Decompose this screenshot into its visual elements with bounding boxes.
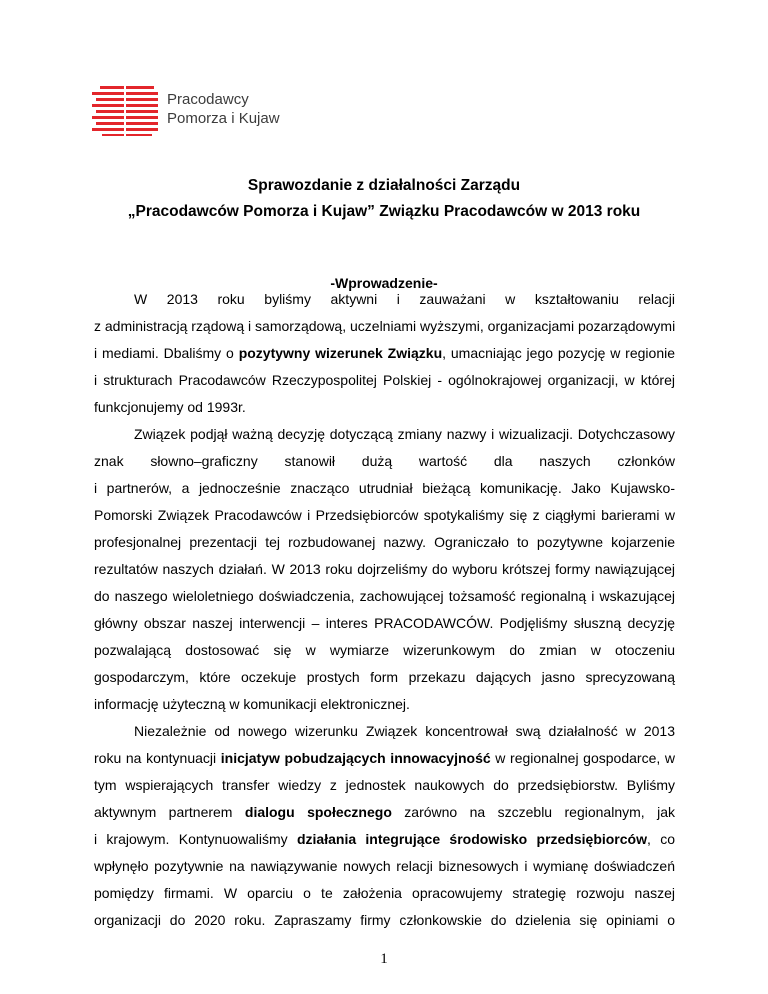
document-title xyxy=(0,173,768,225)
logo-stripes-icon xyxy=(92,86,160,136)
p2-line-4: Pomorski Związek Pracodawców i Przedsiębiorców spotykaliśmy się z ciągłymi barierami w xyxy=(94,507,675,523)
p3-line-4-c: zarówno na szczeblu regionalnym, jak xyxy=(391,804,675,820)
p3-line-3: tym wspierających transfer wiedzy z jednostek naukowych do przedsiębiorstw. Byliśmy xyxy=(94,777,675,793)
p2-line-11: informację użyteczną w komunikacji elektronicznej. xyxy=(94,696,410,712)
p3-line-2-c: w regionalnej gospodarce, w xyxy=(490,750,675,766)
p3-line-4 xyxy=(94,802,675,822)
p2-line-5: profesjonalnej prezentacji tej rozbudowanej nazwy. Ograniczało to pozytywne kojarzenie xyxy=(94,534,675,550)
p3-line-2-a: roku na kontynuacji xyxy=(94,750,221,766)
p2-line-8: główny obszar naszej interwencji – interes PRACODAWCÓW. Podjęliśmy słuszną decyzję xyxy=(94,615,675,631)
p1-line-1: W 2013 roku byliśmy aktywni i zauważani w kształtowaniu relacji xyxy=(134,291,675,307)
section-heading: -Wprowadzenie- xyxy=(330,275,438,291)
logo-line-2: Pomorza i Kujaw xyxy=(167,110,280,127)
p3-line-5 xyxy=(94,829,675,849)
title-line-2: „Pracodawców Pomorza i Kujaw” Związku Pracodawców w 2013 roku xyxy=(127,203,641,220)
p2-line-2: znak słowno–graficzny stanowił dużą wartość dla naszych członków xyxy=(94,453,675,469)
p1-line-5: funkcjonujemy od 1993r. xyxy=(94,399,246,415)
p2-line-7: do naszego wieloletniego doświadczenia, zachowującej tożsamość regionalną i wskazującej xyxy=(94,588,675,604)
title-line-1: Sprawozdanie z działalności Zarządu xyxy=(247,177,521,194)
p3-line-6: wpłynęło pozytywnie na nawiązywanie nowych relacji biznesowych i wymianę doświadczeń xyxy=(94,858,675,874)
p2-line-3: i partnerów, a jednocześnie znacząco utrudniał bieżącą komunikację. Jako Kujawsko- xyxy=(94,480,675,496)
logo-wordmark xyxy=(167,90,280,128)
p2-line-10: gospodarczym, które oczekuje prostych form przekazu dających jasno sprecyzowaną xyxy=(94,669,675,685)
p3-line-4-bold: dialogu społecznego xyxy=(244,804,392,820)
organization-logo xyxy=(92,86,292,136)
p1-line-3-bold: pozytywny wizerunek Związku xyxy=(238,345,443,361)
p3-line-7: pomiędzy firmami. W oparciu o te założenia opracowujemy strategię rozwoju naszej xyxy=(94,885,675,901)
p3-line-4-a: aktywnym partnerem xyxy=(94,804,245,820)
p1-line-4: i strukturach Pracodawców Rzeczypospolitej Polskiej - ogólnokrajowej organizacji, w której xyxy=(94,372,675,388)
p2-line-1: Związek podjął ważną decyzję dotyczącą zmiany nazwy i wizualizacji. Dotychczasowy xyxy=(134,426,675,442)
p1-line-3-a: i mediami. Dbaliśmy o xyxy=(94,345,239,361)
p3-line-1: Niezależnie od nowego wizerunku Związek koncentrował swą działalność w 2013 xyxy=(134,723,675,739)
p3-line-8: organizacji do 2020 roku. Zapraszamy firmy członkowskie do dzielenia się opiniami o xyxy=(94,912,675,928)
p2-line-6: rezultatów naszych działań. W 2013 roku dojrzeliśmy do wyboru krótszej formy nawiązującej xyxy=(94,561,675,577)
p2-line-9: pozwalającą dostosować się w wymiarze wizerunkowym do zmian w otoczeniu xyxy=(94,642,675,658)
p3-line-5-c: , co xyxy=(647,831,675,847)
p1-line-3 xyxy=(94,343,675,363)
p1-line-3-c: , umacniając jego pozycję w regionie xyxy=(442,345,675,361)
logo-line-1: Pracodawcy xyxy=(167,91,249,108)
p3-line-5-bold: działania integrujące środowisko przedsiębiorców xyxy=(296,831,647,847)
page-number: 1 xyxy=(380,951,388,967)
p3-line-2 xyxy=(94,748,675,768)
p3-line-2-bold: inicjatyw pobudzających innowacyjność xyxy=(220,750,491,766)
p1-line-2: z administracją rządową i samorządową, uczelniami wyższymi, organizacjami pozarządowymi xyxy=(94,318,676,334)
p3-line-5-a: i krajowym. Kontynuowaliśmy xyxy=(94,831,297,847)
